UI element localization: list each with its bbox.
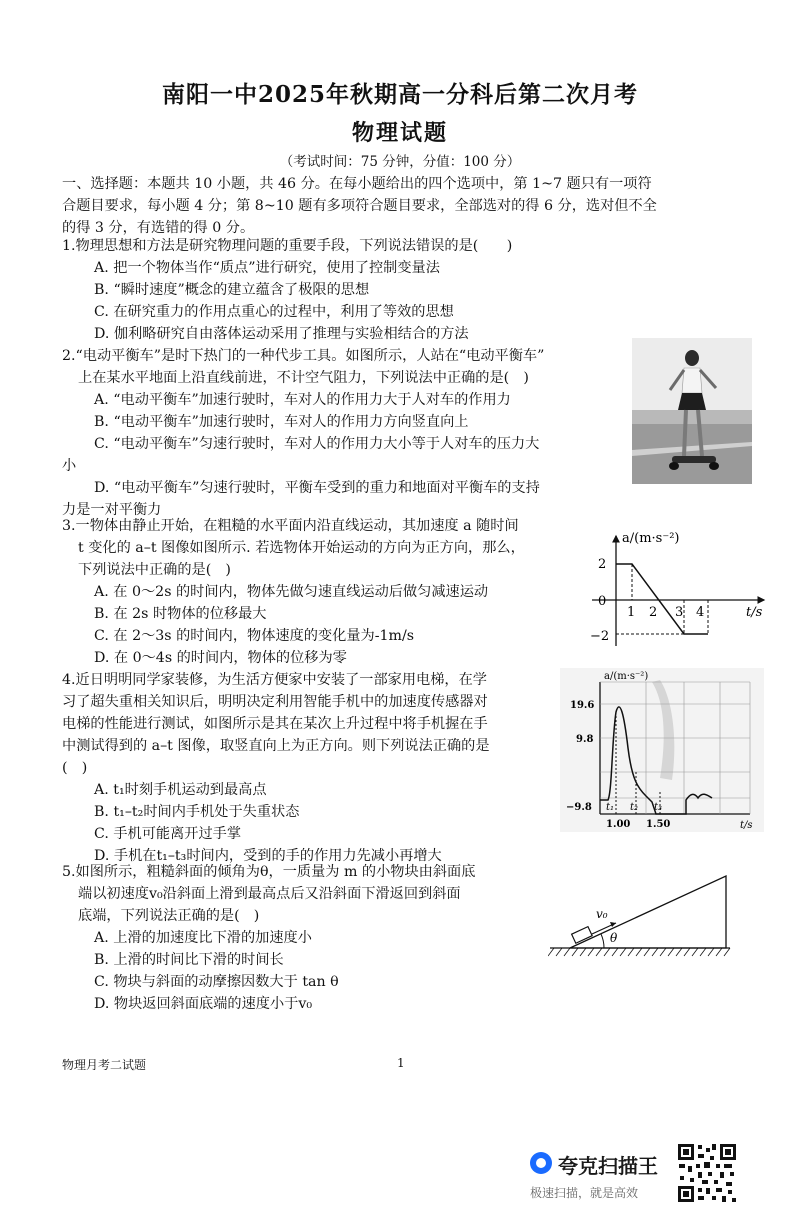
q3-xtick-3: 3 [675,605,684,620]
q3-stem-line3: 下列说法中正确的是( ) [78,562,231,578]
q3-xtick-2: 2 [649,605,658,620]
q4-stem-line2: 习了超失重相关知识后，明明决定利用智能手机中的加速度传感器对 [62,694,488,710]
q3-option-c: C. 在 2～3s 的时间内，物体速度的变化量为-1m/s [94,628,415,644]
section1-line3: 的得 3 分，有选错的得 0 分。 [62,220,255,236]
q4-ytick-9.8: 9.8 [576,734,594,745]
q1-option-d: D. 伽利略研究自由落体运动采用了推理与实验相结合的方法 [94,326,469,342]
q3-xtick-1: 1 [627,605,636,620]
section1-line2: 合题目要求，每小题 4 分；第 8~10 题有多项符合题目要求，全部选对的得 6 分，选对但不全 [62,198,657,214]
q1-option-a: A. 把一个物体当作“质点”进行研究，使用了控制变量法 [94,260,440,276]
scanner-slogan: 极速扫描，就是高效 [530,1186,639,1200]
q1-option-b: B. “瞬时速度”概念的建立蕴含了极限的思想 [94,282,370,298]
q4-mark-t3: t₃ [654,802,663,813]
q3-option-d: D. 在 0～4s 的时间内，物体的位移为零 [94,650,347,666]
q5-option-d: D. 物块返回斜面底端的速度小于v₀ [94,996,313,1012]
q4-xtick-1.50: 1.50 [646,819,671,830]
q5-stem-line3: 底端，下列说法正确的是( ) [78,908,260,924]
q2-option-c-line2: 小 [62,458,77,474]
q3-at-graph [586,528,776,652]
q3-curve [616,564,708,634]
q4-stem-line3: 电梯的性能进行测试，如图所示是其在某次上升过程中将手机握在手 [62,716,488,732]
q3-option-b: B. 在 2s 时物体的位移最大 [94,606,267,622]
q4-at-graph [560,668,764,832]
q3-ytick-neg2: −2 [590,629,610,644]
q3-ytick-0: 0 [598,594,607,609]
q5-option-c: C. 物块与斜面的动摩擦因数大于 tan θ [94,974,339,990]
q1-option-c: C. 在研究重力的作用点重心的过程中，利用了等效的思想 [94,304,454,320]
q2-stem-line2: 上在某水平地面上沿直线前进，不计空气阻力，下列说法中正确的是( ) [78,370,529,386]
exam-info: （考试时间：75 分钟，分值：100 分） [279,154,521,170]
section1-line1: 一、选择题：本题共 10 小题，共 46 分。在每小题给出的四个选项中，第 1~7 题只有一项符 [62,176,652,192]
q4-xtick-1.00: 1.00 [606,819,631,830]
q4-option-c: C. 手机可能离开过手掌 [94,826,242,842]
q5-stem-line2: 端以初速度v₀沿斜面上滑到最高点后又沿斜面下滑返回到斜面 [78,886,461,902]
q4-option-d: D. 手机在t₁–t₃时间内，受到的手的作用力先减小再增大 [94,848,442,864]
q5-option-b: B. 上滑的时间比下滑的时间长 [94,952,284,968]
q2-stem-line1: 2.“电动平衡车”是时下热门的一种代步工具。如图所示，人站在“电动平衡车” [62,348,545,364]
q4-option-a: A. t₁时刻手机运动到最高点 [94,782,267,798]
q3-xtick-4: 4 [696,605,705,620]
q3-stem-line1: 3.一物体由静止开始，在粗糙的水平面内沿直线运动，其加速度 a 随时间 [62,518,519,534]
q1-stem: 1.物理思想和方法是研究物理问题的重要手段，下列说法错误的是( ) [62,238,513,254]
q4-stem-line5: ( ) [62,760,88,776]
q4-x-label: t/s [740,820,753,831]
footer-title: 物理月考二试题 [62,1058,147,1072]
scanner-logo-icon [530,1152,552,1174]
q4-ytick-19.6: 19.6 [570,700,595,711]
q2-option-b: B. “电动平衡车”加速行驶时，车对人的作用力方向竖直向上 [94,414,469,430]
q2-option-a: A. “电动平衡车”加速行驶时，车对人的作用力大于人对车的作用力 [94,392,511,408]
q2-option-d-line1: D. “电动平衡车”匀速行驶时，平衡车受到的重力和地面对平衡车的支持 [94,480,540,496]
scanner-brand: 夸克扫描王 [558,1154,658,1178]
q4-y-label: a/(m·s⁻²) [604,671,649,682]
q4-mark-t2: t₂ [630,802,639,813]
subject-title: 物理试题 [351,120,448,146]
q5-v0-label: v₀ [596,907,608,921]
q4-option-b: B. t₁–t₂时间内手机处于失重状态 [94,804,300,820]
q3-y-label: a/(m·s⁻²) [622,531,680,546]
q3-stem-line2: t 变化的 a–t 图像如图所示. 若选物体开始运动的方向为正方向，那么， [78,540,525,556]
q2-option-d-line2: 力是一对平衡力 [62,502,162,518]
q4-mark-t1: t₁ [606,802,615,813]
q5-stem-line1: 5.如图所示，粗糙斜面的倾角为θ，一质量为 m 的小物块由斜面底 [62,864,476,880]
q3-x-label: t/s [746,605,763,620]
page-number: 1 [397,1056,405,1070]
q4-stem-line1: 4.近日明明同学家装修，为生活方便家中安装了一部家用电梯，在学 [62,672,487,688]
incline-figure [548,868,738,958]
exam-title: 南阳一中2025年秋期高一分科后第二次月考 [161,81,638,108]
q3-option-a: A. 在 0～2s 的时间内，物体先做匀速直线运动后做匀减速运动 [94,584,489,600]
q3-ytick-2: 2 [598,557,607,572]
balance-scooter-photo [632,338,752,484]
q5-option-a: A. 上滑的加速度比下滑的加速度小 [94,930,312,946]
q2-option-c-line1: C. “电动平衡车”匀速行驶时，车对人的作用力大小等于人对车的压力大 [94,436,540,452]
q5-theta-label: θ [610,931,618,945]
qr-code-icon [676,1142,738,1204]
q4-stem-line4: 中测试得到的 a–t 图像，取竖直向上为正方向。则下列说法正确的是 [62,738,490,754]
q4-ytick-neg9.8: −9.8 [566,802,592,813]
